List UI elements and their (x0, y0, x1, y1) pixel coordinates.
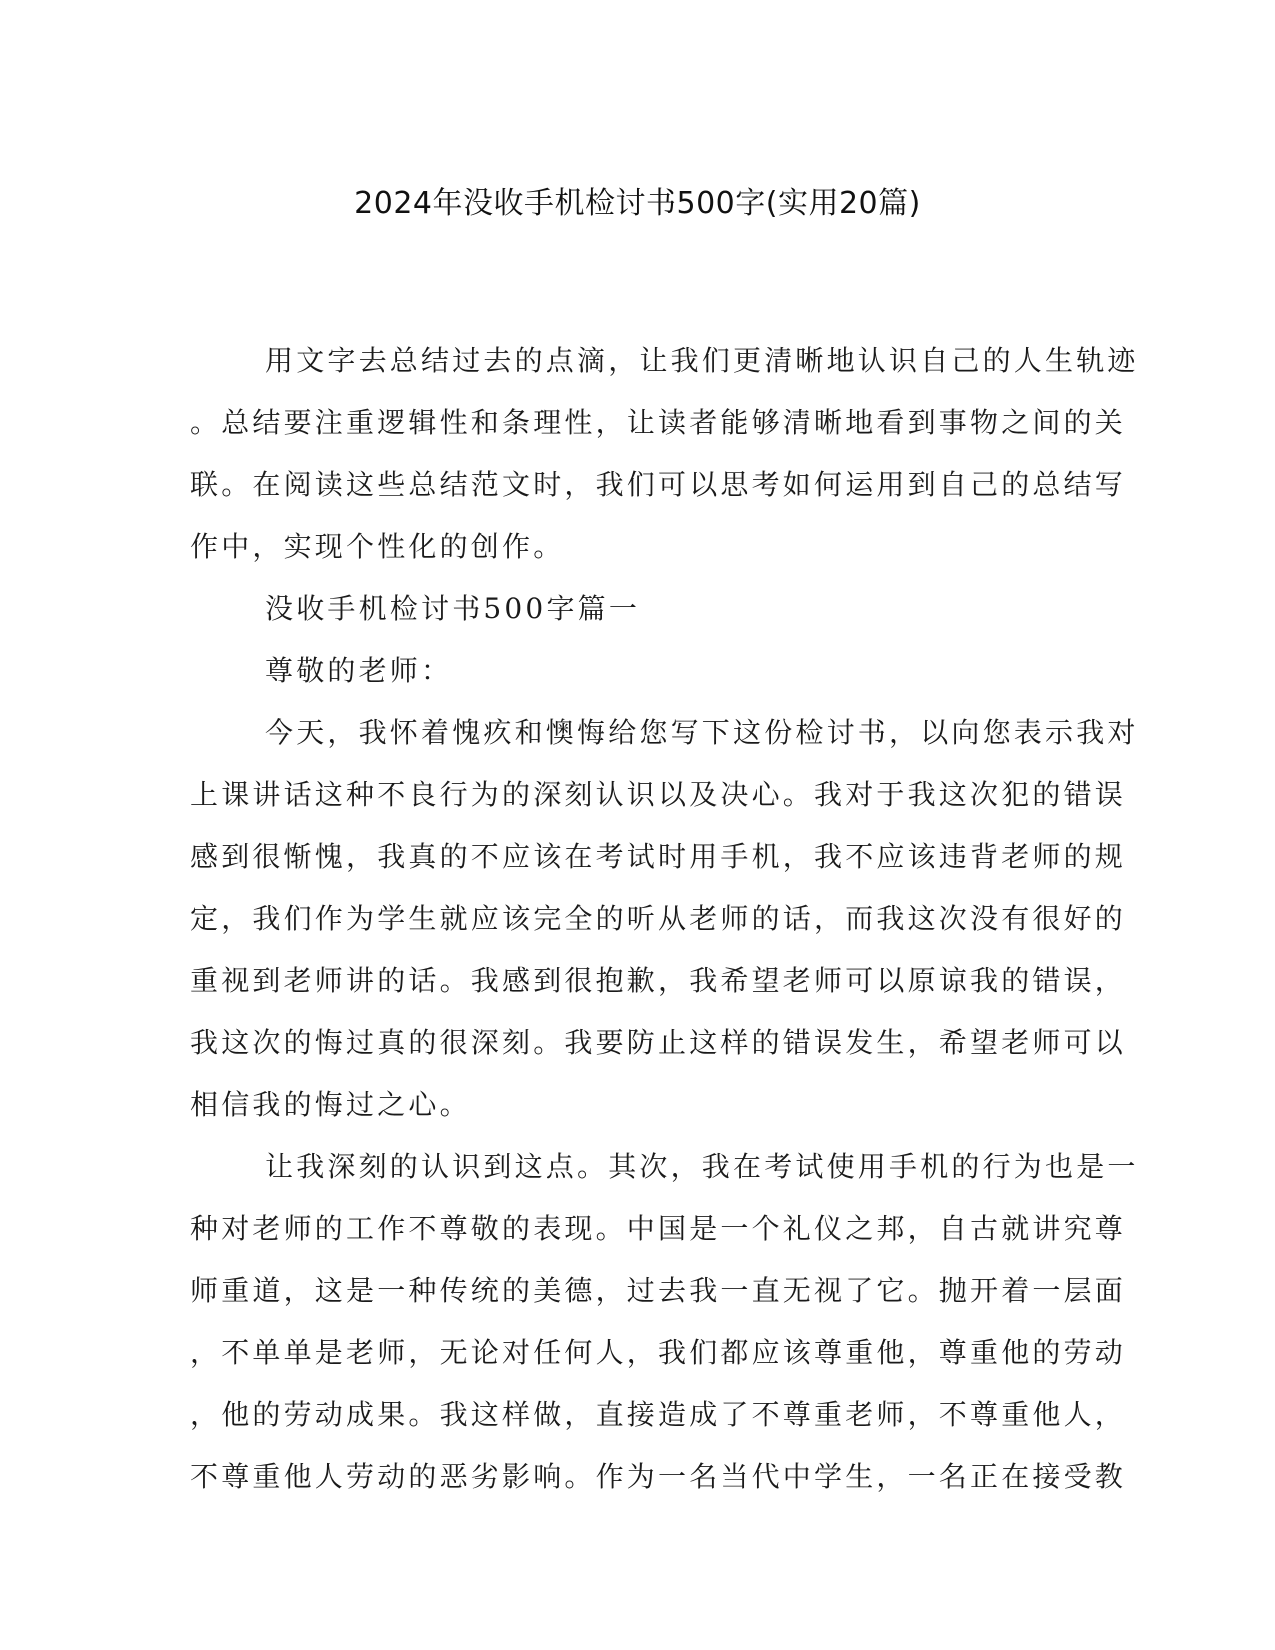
paragraph-line: 今天，我怀着愧疚和懊悔给您写下这份检讨书，以向您表示我对 (265, 716, 1139, 749)
salutation: 尊敬的老师： (265, 654, 453, 687)
paragraph-line: 联。在阅读这些总结范文时，我们可以思考如何运用到自己的总结写 (190, 468, 1127, 501)
paragraph-line: 感到很惭愧，我真的不应该在考试时用手机，我不应该违背老师的规 (190, 840, 1127, 873)
section-heading: 没收手机检讨书500字篇一 (265, 592, 641, 625)
paragraph-line: 种对老师的工作不尊敬的表现。中国是一个礼仪之邦，自古就讲究尊 (190, 1212, 1127, 1245)
paragraph-line: 师重道，这是一种传统的美德，过去我一直无视了它。抛开着一层面 (190, 1274, 1127, 1307)
paragraph-line: 相信我的悔过之心。 (190, 1088, 471, 1121)
paragraph-line: 用文字去总结过去的点滴，让我们更清晰地认识自己的人生轨迹 (265, 344, 1139, 377)
document-title: 2024年没收手机检讨书500字(实用20篇) (354, 186, 921, 221)
document-body (190, 330, 1139, 1508)
paragraph-line: 让我深刻的认识到这点。其次，我在考试使用手机的行为也是一 (265, 1150, 1139, 1183)
paragraph-line: 。总结要注重逻辑性和条理性，让读者能够清晰地看到事物之间的关 (190, 406, 1127, 439)
paragraph-line: 重视到老师讲的话。我感到很抱歉，我希望老师可以原谅我的错误， (190, 964, 1127, 997)
paragraph-line: ，他的劳动成果。我这样做，直接造成了不尊重老师，不尊重他人， (190, 1398, 1127, 1431)
paragraph-line: 不尊重他人劳动的恶劣影响。作为一名当代中学生，一名正在接受教 (190, 1460, 1127, 1493)
paragraph-line: 上课讲话这种不良行为的深刻认识以及决心。我对于我这次犯的错误 (190, 778, 1127, 811)
paragraph-line: 作中，实现个性化的创作。 (190, 530, 565, 563)
paragraph-line: ，不单单是老师，无论对任何人，我们都应该尊重他，尊重他的劳动 (190, 1336, 1127, 1369)
paragraph-line: 我这次的悔过真的很深刻。我要防止这样的错误发生，希望老师可以 (190, 1026, 1127, 1059)
paragraph-line: 定，我们作为学生就应该完全的听从老师的话，而我这次没有很好的 (190, 902, 1127, 935)
